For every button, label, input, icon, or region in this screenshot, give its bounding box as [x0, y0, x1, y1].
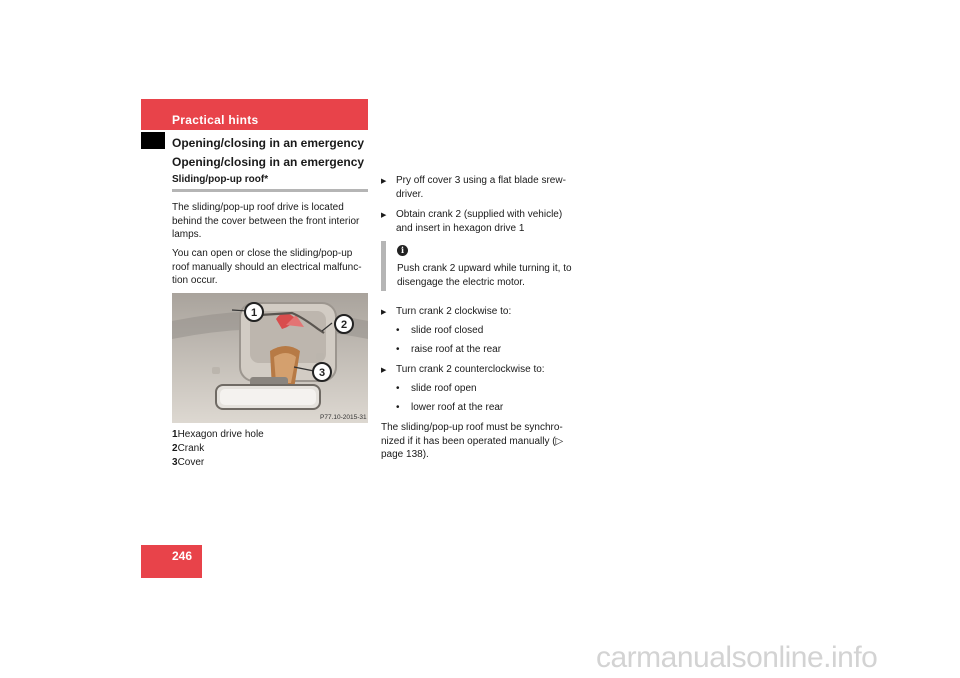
bullet-item: • raise roof at the rear	[396, 344, 502, 355]
heading-rule	[172, 189, 368, 192]
manual-paragraph: You can open or close the sliding/pop-up roof manually should an electrical malfunc-tion occur.	[172, 248, 362, 286]
bullet-icon: •	[396, 383, 400, 394]
subsection-heading: Sliding/pop-up roof*	[172, 174, 269, 185]
bullet-item: • slide roof open	[396, 383, 477, 394]
callout-2: 2	[340, 319, 348, 331]
note-bar	[381, 241, 386, 291]
step-insert-crank: ▶ Obtain crank 2 (supplied with vehicle) and insert in hexagon drive 1	[381, 209, 563, 234]
step-arrow-icon: ▶	[381, 367, 387, 374]
step-turn-clockwise: ▶ Turn crank 2 clockwise to:	[381, 305, 581, 319]
step-pry-cover: ▶ Pry off cover 3 using a flat blade srew-driver.	[381, 175, 566, 200]
section-marker	[141, 132, 165, 149]
chapter-title: Practical hints	[172, 113, 259, 127]
info-icon: i	[397, 245, 408, 256]
step-arrow-icon: ▶	[381, 178, 387, 185]
section-title: Opening/closing in an emergency	[172, 136, 365, 150]
section-title-repeat: Opening/closing in an emergency	[172, 155, 365, 169]
legend-item: 1Hexagon drive hole	[172, 429, 264, 440]
page-number: 246	[172, 549, 193, 563]
bullet-item: • slide roof closed	[396, 325, 484, 336]
legend-item: 3Cover	[172, 457, 205, 468]
bullet-icon: •	[396, 344, 400, 355]
step-arrow-icon: ▶	[381, 309, 387, 316]
bullet-icon: •	[396, 325, 400, 336]
step-arrow-icon: ▶	[381, 212, 387, 219]
roof-console-figure	[172, 293, 368, 423]
intro-paragraph: The sliding/pop-up roof drive is located behind the cover between the front interior lamps.	[172, 202, 360, 240]
note-text: Push crank 2 upward while turning it, to disengage the electric motor.	[397, 263, 572, 288]
callout-1: 1	[250, 307, 258, 319]
bullet-item: • lower roof at the rear	[396, 402, 504, 413]
watermark: carmanualsonline.info	[596, 641, 878, 674]
roof-console-illustration	[172, 293, 368, 423]
figure-code: P77.10-2015-31	[320, 414, 367, 421]
legend-item: 2Crank	[172, 443, 205, 454]
bullet-icon: •	[396, 402, 400, 413]
callout-3: 3	[318, 367, 326, 379]
step-turn-counterclockwise: ▶ Turn crank 2 counterclockwise to:	[381, 363, 581, 377]
figure-legend	[172, 428, 264, 470]
sync-paragraph: The sliding/pop-up roof must be synchro-nized if it has been operated manually (▷ page 138).	[381, 422, 564, 460]
